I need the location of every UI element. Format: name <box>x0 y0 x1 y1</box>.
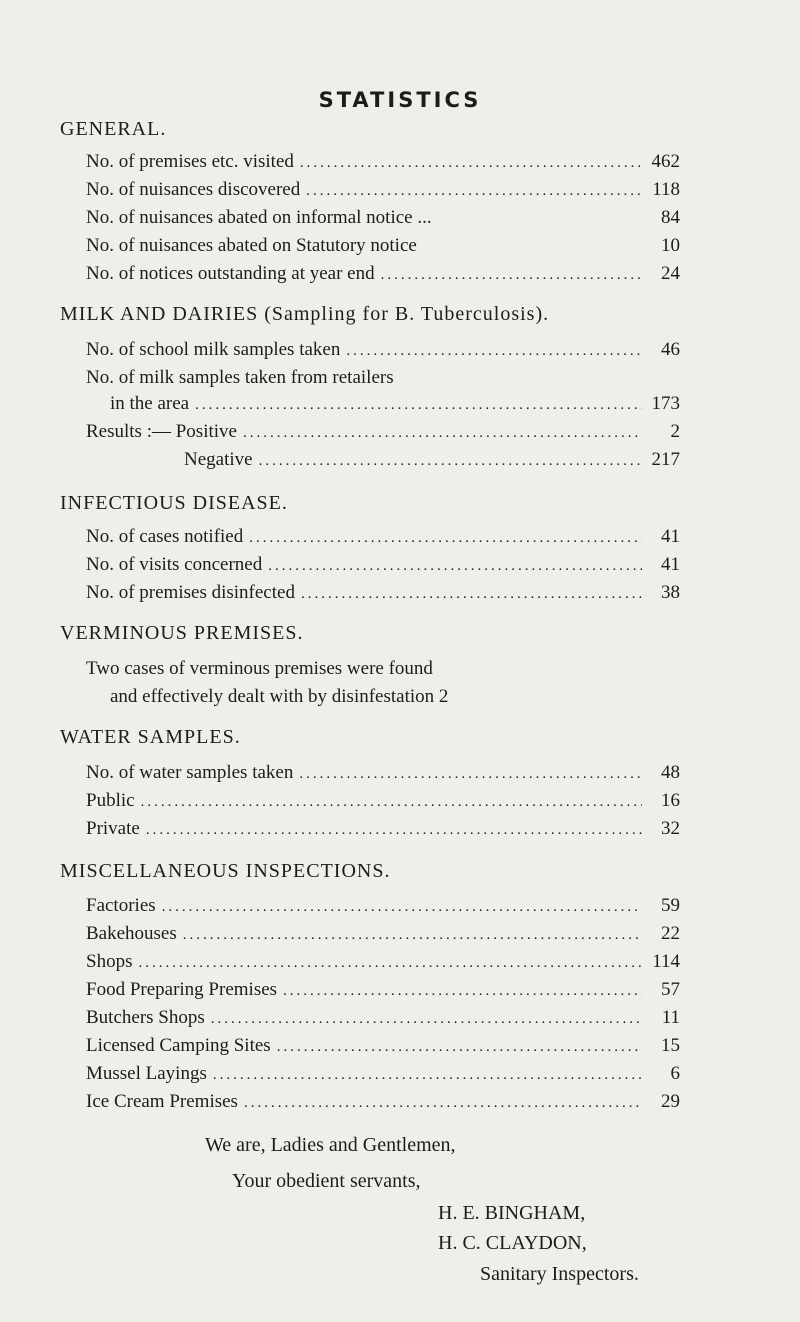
stat-value: 46 <box>661 339 680 360</box>
stat-row <box>86 554 680 582</box>
stat-row <box>86 179 680 207</box>
stat-value: 2 <box>670 421 680 442</box>
stat-value: 41 <box>661 526 680 547</box>
stat-label: No. of water samples taken <box>86 762 294 783</box>
stat-value: 24 <box>661 263 680 284</box>
stat-value: 217 <box>651 449 680 470</box>
closing-salutation: We are, Ladies and Gentlemen, <box>205 1134 456 1156</box>
stat-label: No. of cases notified <box>86 526 244 547</box>
stat-value: 6 <box>670 1063 680 1084</box>
stat-label: Mussel Layings <box>86 1063 207 1084</box>
stat-row <box>86 818 680 846</box>
stat-label: Negative <box>184 449 253 470</box>
stat-value: 32 <box>661 818 680 839</box>
section-heading-milk: MILK AND DAIRIES (Sampling for B. Tuberculosis). <box>60 303 550 325</box>
stat-row <box>86 263 680 291</box>
leader-dots <box>244 1095 642 1112</box>
stat-label: No. of premises etc. visited <box>86 151 294 172</box>
leader-dots <box>268 558 642 575</box>
leader-dots <box>381 267 642 284</box>
stat-label: No. of nuisances abated on Statutory notice <box>86 235 417 256</box>
stat-row <box>86 1007 680 1035</box>
section-heading-misc: MISCELLANEOUS INSPECTIONS. <box>60 860 391 882</box>
stat-row <box>86 979 680 1007</box>
leader-dots <box>183 927 642 944</box>
leader-dots <box>277 1039 642 1056</box>
stat-row <box>184 449 680 477</box>
stat-label: in the area <box>110 393 190 414</box>
verminous-text-line: Two cases of verminous premises were found <box>86 658 433 679</box>
leader-dots <box>211 1011 642 1028</box>
stat-label: Factories <box>86 895 156 916</box>
leader-dots <box>346 343 642 360</box>
stat-label: Licensed Camping Sites <box>86 1035 271 1056</box>
stat-label: No. of school milk samples taken <box>86 339 341 360</box>
stat-label: Shops <box>86 951 133 972</box>
stat-value: 16 <box>661 790 680 811</box>
leader-dots <box>243 425 642 442</box>
leader-dots <box>141 794 642 811</box>
stat-label: No. of premises disinfected <box>86 582 295 603</box>
stat-row <box>110 393 680 421</box>
leader-dots <box>162 899 642 916</box>
stat-label: Food Preparing Premises <box>86 979 278 1000</box>
stat-row <box>86 151 680 179</box>
stat-row <box>86 790 680 818</box>
stat-row <box>86 895 680 923</box>
stat-value: 29 <box>661 1091 680 1112</box>
leader-dots <box>301 586 642 603</box>
stat-label: Bakehouses <box>86 923 177 944</box>
stat-row <box>86 1091 680 1119</box>
stat-label: Ice Cream Premises <box>86 1091 238 1112</box>
stat-value: 11 <box>661 1007 680 1028</box>
stat-value: 22 <box>661 923 680 944</box>
leader-dots <box>283 983 642 1000</box>
stat-value: 57 <box>661 979 680 1000</box>
stat-label-line: No. of milk samples taken from retailers <box>86 367 394 388</box>
results-label: Results :— Positive <box>86 421 237 442</box>
stat-value: 10 <box>661 235 680 256</box>
leader-dots <box>146 822 642 839</box>
leader-dots <box>299 766 642 783</box>
stat-value: 38 <box>661 582 680 603</box>
stat-label: No. of nuisances abated on informal notice ... <box>86 207 432 228</box>
stat-row <box>86 207 680 235</box>
stat-label: No. of nuisances discovered <box>86 179 301 200</box>
stat-value: 114 <box>652 951 680 972</box>
section-heading-verminous: VERMINOUS PREMISES. <box>60 622 304 644</box>
stat-label: Private <box>86 818 140 839</box>
stat-label: Public <box>86 790 135 811</box>
stat-row <box>86 951 680 979</box>
leader-dots <box>259 453 642 470</box>
closing-line: Your obedient servants, <box>232 1170 421 1192</box>
stat-row <box>86 923 680 951</box>
leader-dots <box>300 155 642 172</box>
leader-dots <box>306 183 642 200</box>
stat-row <box>86 762 680 790</box>
signer-name: H. C. CLAYDON, <box>438 1232 587 1254</box>
signer-role: Sanitary Inspectors. <box>480 1263 639 1285</box>
section-heading-water: WATER SAMPLES. <box>60 726 241 748</box>
stat-value: 59 <box>661 895 680 916</box>
stat-row <box>86 582 680 610</box>
stat-value: 41 <box>661 554 680 575</box>
stat-row <box>86 526 680 554</box>
stat-row <box>86 1035 680 1063</box>
page-title: STATISTICS <box>318 88 482 112</box>
stat-value: 462 <box>651 151 680 172</box>
section-heading-infectious: INFECTIOUS DISEASE. <box>60 492 288 514</box>
leader-dots <box>195 397 642 414</box>
leader-dots <box>138 955 642 972</box>
section-heading-general: GENERAL. <box>60 118 167 140</box>
stat-row <box>86 421 680 449</box>
stat-label: No. of visits concerned <box>86 554 263 575</box>
leader-dots <box>249 530 642 547</box>
stat-value: 173 <box>651 393 680 414</box>
stat-row <box>86 339 680 367</box>
verminous-text-line: and effectively dealt with by disinfestation 2 <box>110 686 449 707</box>
signer-name: H. E. BINGHAM, <box>438 1202 586 1224</box>
stat-value: 15 <box>661 1035 680 1056</box>
stat-row <box>86 235 680 263</box>
leader-dots <box>213 1067 642 1084</box>
stat-label: Butchers Shops <box>86 1007 205 1028</box>
stat-value: 84 <box>661 207 680 228</box>
stat-value: 48 <box>661 762 680 783</box>
stat-value: 118 <box>652 179 680 200</box>
stat-label: No. of notices outstanding at year end <box>86 263 375 284</box>
stat-row <box>86 1063 680 1091</box>
